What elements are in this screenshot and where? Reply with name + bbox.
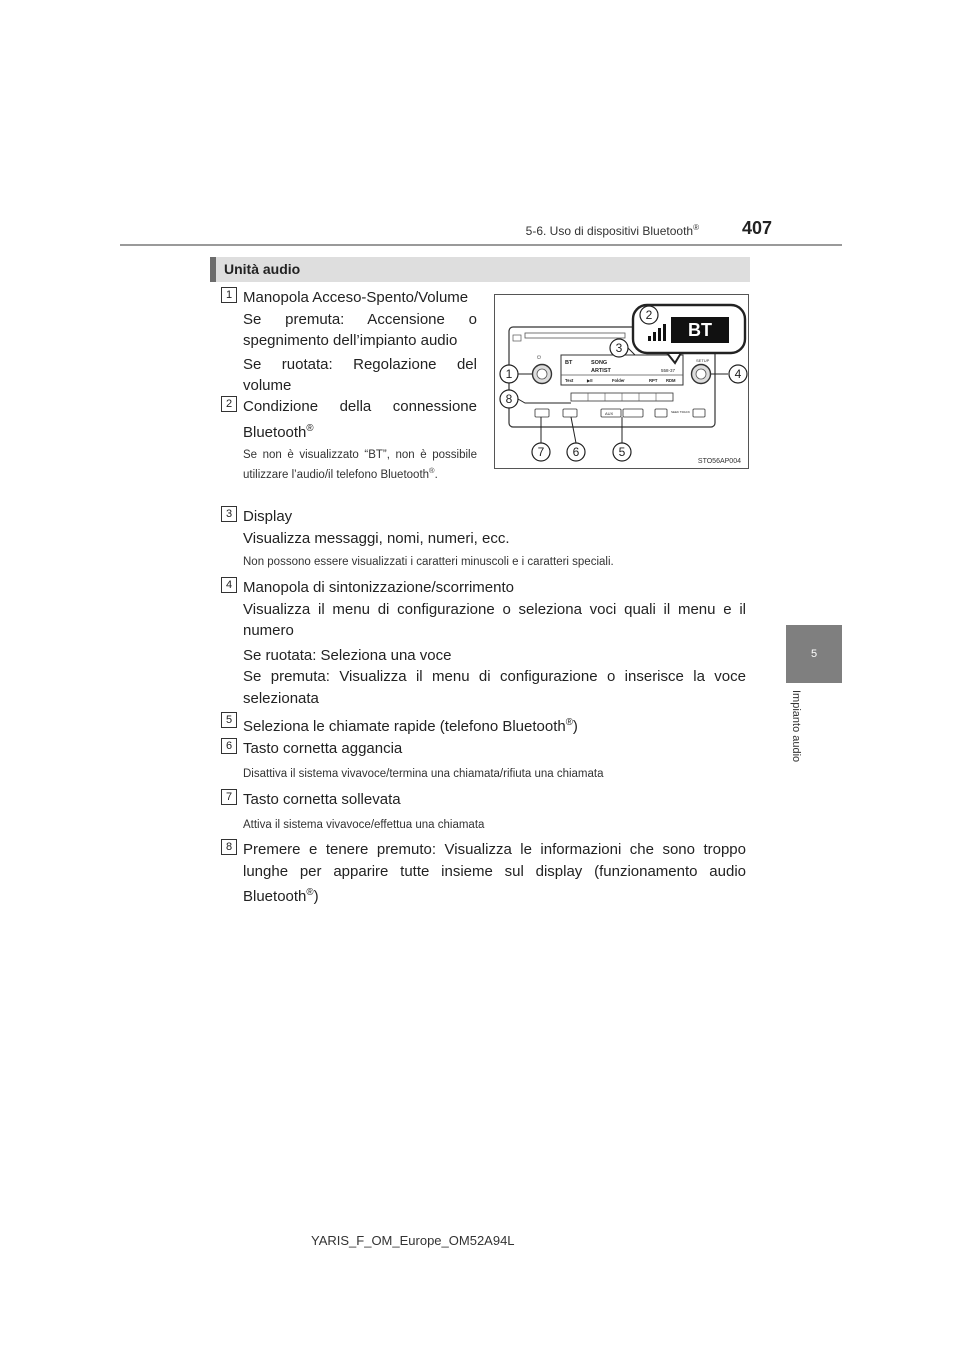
screen-counter: 558-37 — [661, 368, 676, 373]
seek-track-label: SEEK TRACK — [671, 410, 690, 414]
item-6-note: Disattiva il sistema vivavoce/termina una chiamata/rifiuta una chiamata — [243, 768, 604, 780]
softkey-label: RPT — [649, 378, 658, 383]
diagram-callout: 7 — [537, 445, 545, 459]
item-7-note: Attiva il sistema vivavoce/effettua una chiamata — [243, 819, 485, 831]
chapter-title-vertical: Impianto audio — [790, 690, 802, 763]
footer-document-code: YARIS_F_OM_Europe_OM52A94L — [311, 1233, 515, 1248]
item-number-badge: 2 — [221, 396, 237, 412]
diagram-callout: 8 — [505, 392, 513, 406]
page-number: 407 — [742, 218, 773, 238]
item-3-note: Non possono essere visualizzati i caratteri minuscoli e i caratteri speciali. — [243, 556, 614, 568]
image-code: STO56AP004 — [697, 458, 741, 465]
item-2-note: Se non è visualizzato “BT”, non è possibile utilizzare l’audio/il telefono Bluetooth®. — [243, 449, 477, 481]
item-5-text: Seleziona le chiamate rapide (telefono Bluetooth®) — [243, 717, 578, 735]
softkey-label: Text — [565, 378, 574, 383]
item-4-text: Manopola di sintonizzazione/scorrimento Visualizza il menu di configurazione o seleziona voci quali il menu e il numero Se ruotata: Seleziona una voce Se premuta: Visualizza il menu di configurazione o inserisce la voce selezionata — [243, 579, 746, 707]
item-number-badge: 4 — [221, 577, 237, 593]
item-number-badge: 8 — [221, 839, 237, 855]
section-title: Unità audio — [224, 261, 301, 277]
diagram-callout: 1 — [505, 367, 513, 381]
item-8-text: Premere e tenere premuto: Visualizza le informazioni che sono troppo lunghe per apparire tutte insieme sul display (funzionamento audio Bluetooth®) — [243, 841, 746, 905]
chapter-tab: 5 — [786, 625, 842, 683]
item-number-badge: 7 — [221, 789, 237, 805]
audio-unit-diagram — [494, 294, 749, 469]
item-7-text: Tasto cornetta sollevata — [243, 791, 401, 808]
item-2-text: Condizione della connessione Bluetooth® — [243, 398, 477, 441]
item-number-badge: 1 — [221, 287, 237, 303]
setup-label: SETUP — [696, 358, 710, 363]
diagram-callout: 2 — [645, 308, 653, 322]
softkey-label: Folder — [612, 378, 625, 383]
aux-label: AUX — [605, 411, 614, 416]
diagram-callout: 6 — [572, 445, 580, 459]
diagram-callout: 3 — [615, 341, 623, 355]
screen-row-song: SONG — [591, 360, 608, 366]
softkey-label: ▶II — [587, 378, 593, 383]
item-number-badge: 3 — [221, 506, 237, 522]
item-number-badge: 5 — [221, 712, 237, 728]
header-divider — [120, 244, 842, 246]
section-title-bar — [210, 257, 750, 282]
softkey-label: RDM — [666, 378, 676, 383]
svg-text:⏻: ⏻ — [537, 355, 541, 361]
screen-row-artist: ARTIST — [591, 368, 611, 374]
diagram-callout: 5 — [618, 445, 626, 459]
screen-bt-text: BT — [565, 360, 573, 366]
item-6-text: Tasto cornetta aggancia — [243, 740, 403, 757]
diagram-callout: 4 — [734, 367, 742, 381]
item-3-text: Display Visualizza messaggi, nomi, numeri, ecc. — [243, 508, 510, 547]
audio-unit-illustration — [495, 295, 748, 468]
bt-indicator-text: BT — [688, 320, 712, 340]
item-1-text: Manopola Acceso-Spento/Volume Se premuta: Accensione o spegnimento dell’impianto audio Se ruotata: Regolazione del volume — [243, 289, 477, 394]
item-number-badge: 6 — [221, 738, 237, 754]
header-section-title: 5-6. Uso di dispositivi Bluetooth® — [525, 223, 699, 238]
